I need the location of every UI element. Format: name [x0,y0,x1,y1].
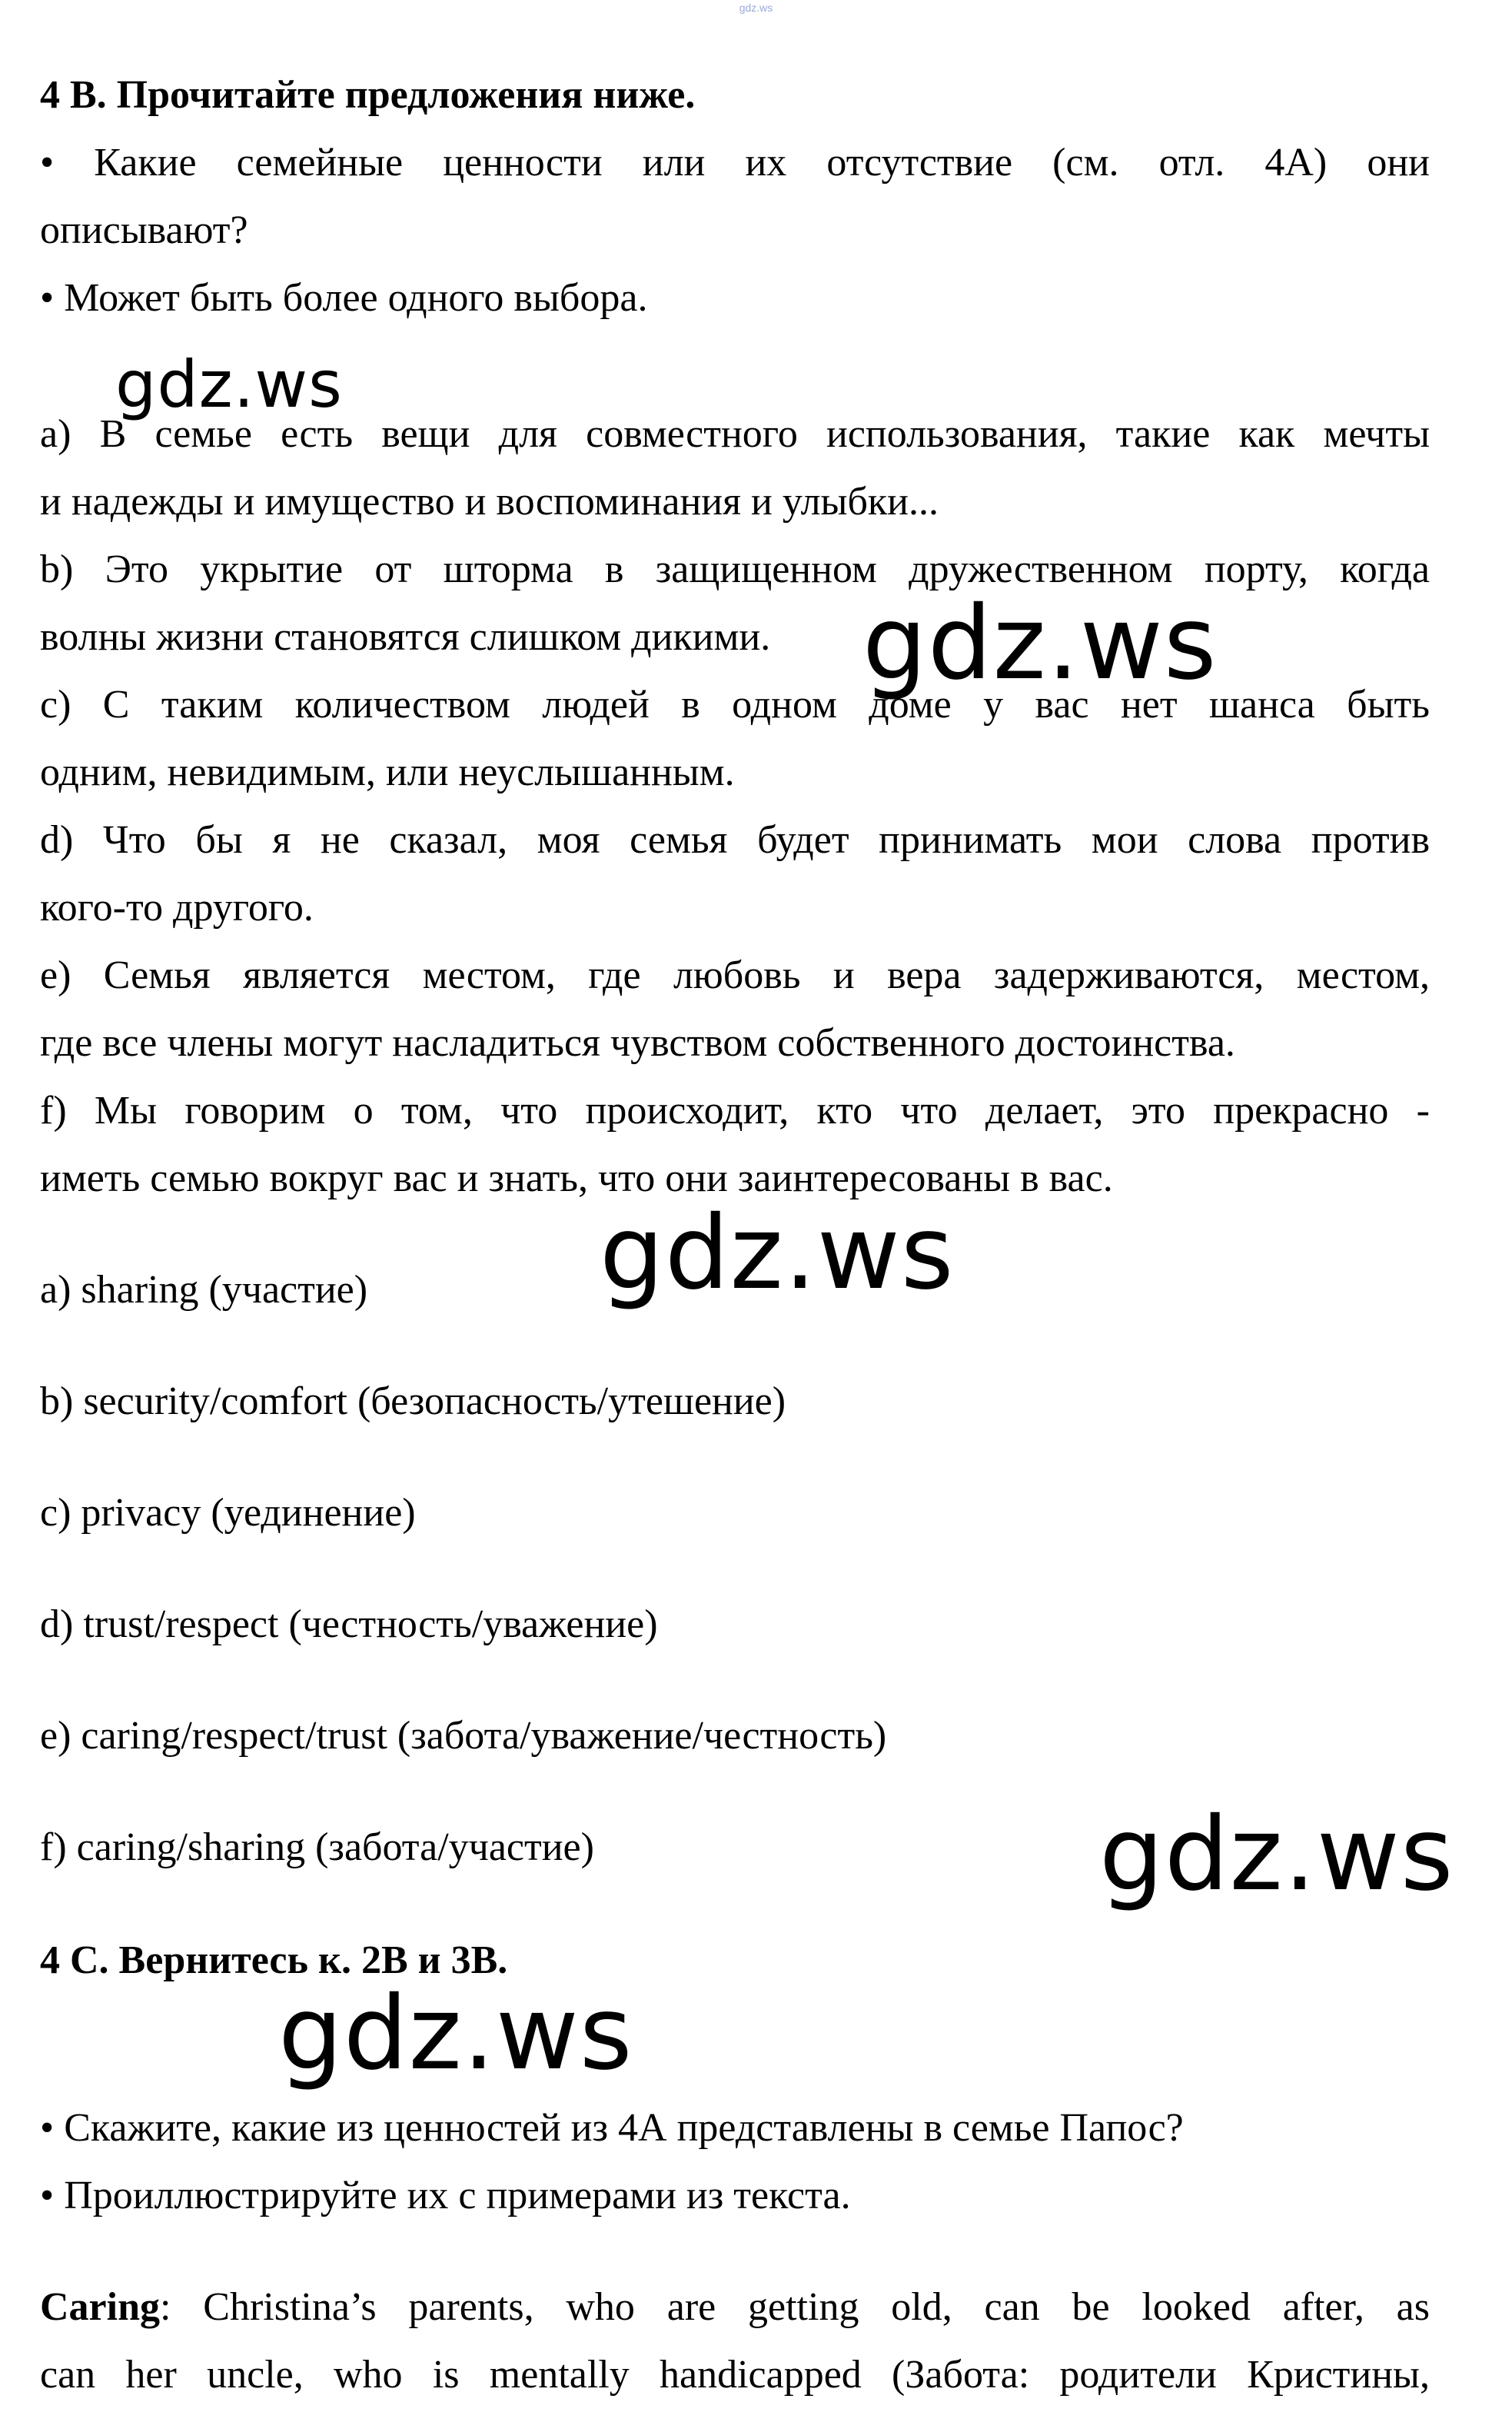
answer-line: a) sharing (участие) [40,1268,368,1312]
sentence-line: где все члены могут насладиться чувством собственного достоинства. [40,1021,1235,1065]
answer-line: b) security/comfort (безопасность/утешение) [40,1379,786,1423]
sentence-line: d) Что бы я не сказал, моя семья будет принимать мои слова против [40,818,1430,862]
watermark: gdz.ws [278,1975,633,2093]
answer-line: d) trust/respect (честность/уважение) [40,1602,658,1646]
sentence-line: a) В семье есть вещи для совместного использования, такие как мечты [40,412,1430,456]
task-4b-instruction-1b: описывают? [40,208,248,252]
answer-text: : Christina’s parents, who are getting old, can be looked after, as [160,2285,1430,2329]
answer-line: c) privacy (уединение) [40,1491,416,1535]
watermark: gdz.ws [862,584,1218,703]
watermark: gdz.ws [600,1194,955,1312]
task-4b-title: 4 B. Прочитайте предложения ниже. [40,73,696,117]
task-4c-instruction-2: • Проиллюстрируйте их с примерами из текста. [40,2174,851,2217]
watermark: gdz.ws [1099,1795,1454,1914]
sentence-line: одним, невидимым, или неуслышанным. [40,750,735,794]
task-4c-answer-line-2: can her uncle, who is mentally handicapped (Забота: родители Кристины, [40,2353,1430,2397]
task-4b-instruction-2: • Может быть более одного выбора. [40,276,648,320]
task-4c-answer-line-1 [40,2284,1430,2331]
answer-line: e) caring/respect/trust (забота/уважение/честность) [40,1714,887,1758]
task-4b-instruction-1a: • Какие семейные ценности или их отсутствие (см. отл. 4А) они [40,141,1430,185]
sentence-line: c) С таким количеством людей в одном доме у вас нет шанса быть [40,683,1430,727]
sentence-line: b) Это укрытие от шторма в защищенном дружественном порту, когда [40,547,1430,591]
sentence-line: кого-то другого. [40,886,314,930]
task-4c-instruction-1: • Скажите, какие из ценностей из 4А представлены в семье Папос? [40,2106,1184,2150]
sentence-line: e) Семья является местом, где любовь и вера задерживаются, местом, [40,953,1430,997]
watermark: gdz.ws [115,347,343,422]
sentence-line: иметь семью вокруг вас и знать, что они заинтересованы в вас. [40,1156,1113,1200]
sentence-line: волны жизни становятся слишком дикими. [40,615,771,659]
answer-label-caring: Caring [40,2285,160,2329]
top-watermark: gdz.ws [739,2,773,14]
answer-line: f) caring/sharing (забота/участие) [40,1825,594,1869]
sentence-line: и надежды и имущество и воспоминания и улыбки... [40,480,939,524]
sentence-line: f) Мы говорим о том, что происходит, кто что делает, это прекрасно - [40,1089,1430,1133]
task-4c-title: 4 C. Вернитесь к. 2B и 3B. [40,1938,508,1982]
